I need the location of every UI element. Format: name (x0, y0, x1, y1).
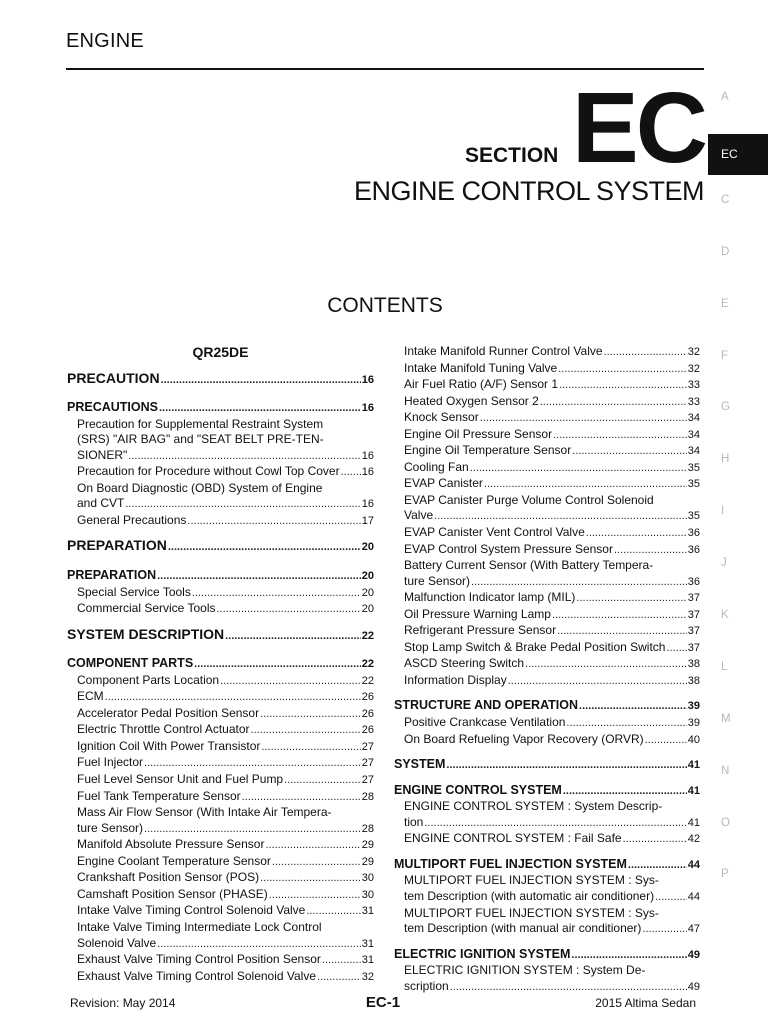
toc-page-number: 34 (687, 445, 700, 458)
toc-entry-label: PRECAUTION (67, 369, 160, 386)
toc-page-number: 37 (687, 592, 700, 605)
toc-entry[interactable] (67, 887, 374, 904)
toc-entry-label: General Precautions (77, 512, 187, 527)
toc-page-number: 17 (361, 514, 374, 527)
side-tab-j[interactable]: J (721, 557, 727, 570)
toc-page-number: 39 (687, 717, 700, 730)
toc-entry-label: Exhaust Valve Timing Control Position Sensor (77, 952, 321, 967)
toc-entry-label: Battery Current Sensor (With Battery Tempera- (404, 558, 654, 573)
toc-entry-label: ASCD Steering Switch (404, 656, 525, 671)
toc-entry-evap-purge[interactable] (394, 493, 700, 525)
toc-entry-label: Intake Manifold Runner Control Valve (404, 344, 603, 358)
toc-entry-electric-ignition[interactable] (394, 947, 700, 964)
side-tab-a[interactable]: A (721, 91, 729, 103)
toc-entry[interactable] (67, 903, 374, 920)
toc-entry-label: and CVT (77, 496, 125, 511)
toc-entry-label: Fuel Injector (77, 755, 144, 770)
toc-entry-mfi-manual[interactable] (394, 906, 700, 938)
toc-page-number: 35 (687, 461, 700, 474)
toc-entry-label: Component Parts Location (77, 672, 220, 687)
toc-entry-label: ELECTRIC IGNITION SYSTEM (394, 946, 571, 961)
toc-page-number: 33 (687, 395, 700, 408)
toc-page-number: 42 (687, 833, 700, 846)
toc-page-number: 30 (361, 872, 374, 885)
toc-entry[interactable] (394, 377, 700, 394)
toc-entry-label: SYSTEM (394, 757, 446, 772)
toc-page-number: 32 (687, 346, 700, 358)
toc-page-number: 20 (361, 570, 374, 583)
toc-entry-label: Special Service Tools (77, 584, 191, 599)
toc-entry-preparation[interactable] (67, 538, 374, 556)
toc-page-number: 36 (687, 543, 700, 556)
toc-entry-battery[interactable] (394, 558, 700, 590)
side-tab-o[interactable]: O (721, 816, 730, 829)
toc-entry-label: (SRS) "AIR BAG" and "SEAT BELT PRE-TEN- (77, 432, 324, 447)
toc-entry-label: Heated Oxygen Sensor 2 (404, 393, 539, 408)
toc-entry-label: Cooling Fan (404, 459, 469, 474)
toc-entry-label: tem Description (with automatic air conditioner) (404, 888, 655, 903)
toc-page-number: 38 (687, 658, 700, 671)
header-rule (66, 68, 704, 70)
toc-entry[interactable] (394, 656, 700, 673)
toc-entry-engine-control-system[interactable] (394, 783, 700, 800)
toc-list (394, 525, 700, 558)
toc-entry-ecs-fail-safe[interactable] (394, 831, 700, 848)
toc-entry[interactable] (394, 443, 700, 460)
toc-entry[interactable] (394, 460, 700, 477)
toc-entry[interactable] (394, 476, 700, 493)
toc-entry-label: EVAP Canister (404, 476, 483, 491)
toc-page-number: 41 (687, 784, 700, 797)
side-tab-index (708, 84, 768, 913)
toc-entry-label: SYSTEM DESCRIPTION (67, 625, 225, 642)
toc-entry-obd[interactable] (67, 481, 374, 513)
toc-entry-label: EVAP Canister Purge Volume Control Solenoid (404, 492, 654, 507)
toc-page-number: 41 (687, 759, 700, 772)
toc-page-number: 28 (361, 822, 374, 835)
toc-entry[interactable] (67, 952, 374, 969)
toc-entry[interactable] (394, 715, 700, 732)
toc-page-number: 26 (361, 707, 374, 720)
side-tab-ec[interactable]: EC (708, 134, 768, 175)
toc-entry-label: tem Description (with manual air conditioner) (404, 921, 642, 936)
toc-entry-label: tion (404, 814, 424, 829)
side-tab-i[interactable]: I (721, 505, 725, 518)
toc-page-number: 35 (687, 478, 700, 491)
toc-entry-label: Precaution for Procedure without Cowl Top Cover (77, 464, 340, 479)
toc-entry-label: On Board Refueling Vapor Recovery (ORVR) (404, 731, 644, 746)
toc-entry-label: ENGINE CONTROL SYSTEM : Fail Safe (404, 831, 622, 846)
toc-entry-label: STRUCTURE AND OPERATION (394, 698, 579, 713)
toc-entry-special-tools[interactable] (67, 585, 374, 602)
toc-page-number: 26 (361, 691, 374, 704)
toc-entry-label: Intake Valve Timing Control Solenoid Valve (77, 903, 306, 918)
toc-left-column (67, 344, 374, 985)
footer-page-number: EC-1 (365, 994, 401, 1011)
toc-entry[interactable] (67, 739, 374, 756)
toc-list (67, 837, 374, 920)
toc-entry[interactable] (394, 607, 700, 624)
toc-list (394, 715, 700, 748)
toc-entry-label: SIONER" (77, 447, 128, 462)
toc-page-number: 29 (361, 855, 374, 868)
toc-entry-label: Fuel Tank Temperature Sensor (77, 788, 241, 803)
toc-entry-label: MULTIPORT FUEL INJECTION SYSTEM : Sys- (404, 873, 659, 888)
toc-page-number: 36 (687, 575, 700, 588)
toc-entry-label: On Board Diagnostic (OBD) System of Engine (77, 480, 323, 495)
toc-entry-mfi-auto[interactable] (394, 873, 700, 905)
toc-list (67, 952, 374, 985)
toc-entry-label: Ignition Coil With Power Transistor (77, 738, 261, 753)
toc-page-number: 27 (361, 740, 374, 753)
toc-entry-eis-description[interactable] (394, 963, 700, 995)
side-tab-f[interactable]: F (721, 349, 729, 362)
toc-page-number: 38 (687, 674, 700, 687)
toc-entry-label: PRECAUTIONS (67, 400, 158, 415)
side-tab-l[interactable]: L (721, 660, 728, 673)
section-code: EC (572, 72, 705, 184)
toc-page-number: 16 (361, 498, 374, 511)
toc-entry-label: ELECTRIC IGNITION SYSTEM : System De- (404, 963, 646, 978)
toc-entry[interactable] (67, 689, 374, 706)
toc-page-number: 32 (361, 970, 374, 983)
toc-entry-label: Engine Oil Temperature Sensor (404, 443, 572, 458)
toc-entry-srs[interactable] (67, 417, 374, 465)
toc-page-number: 44 (687, 890, 700, 903)
toc-entry-label: Mass Air Flow Sensor (With Intake Air Tempera- (77, 805, 332, 820)
toc-entry-label: Engine Coolant Temperature Sensor (77, 853, 271, 868)
toc-entry-maf[interactable] (67, 805, 374, 837)
toc-entry-ecs-description[interactable] (394, 799, 700, 831)
footer-model: 2015 Altima Sedan (595, 996, 696, 1010)
toc-entry-label: Intake Manifold Tuning Valve (404, 360, 558, 375)
toc-entry[interactable] (67, 706, 374, 723)
toc-page-number: 34 (687, 428, 700, 441)
toc-entry[interactable] (394, 673, 700, 690)
toc-entry-general-precautions[interactable] (67, 513, 374, 530)
toc-entry-label: PREPARATION (67, 537, 167, 554)
toc-entry-label: Accelerator Pedal Position Sensor (77, 705, 260, 720)
toc-page-number: 33 (687, 379, 700, 392)
toc-page-number: 37 (687, 641, 700, 654)
toc-entry-label: EVAP Canister Vent Control Valve (404, 525, 585, 540)
toc-page-number: 29 (361, 839, 374, 852)
toc-entry-label: Fuel Level Sensor Unit and Fuel Pump (77, 772, 284, 787)
toc-page-number: 26 (361, 724, 374, 737)
toc-entry-label: Manifold Absolute Pressure Sensor (77, 837, 265, 852)
toc-entry-precautions[interactable] (67, 400, 374, 417)
toc-page-number: 30 (361, 888, 374, 901)
toc-entry[interactable] (394, 410, 700, 427)
toc-page-number: 39 (687, 700, 700, 713)
toc-entry-label: MULTIPORT FUEL INJECTION SYSTEM : Sys- (404, 905, 659, 920)
toc-entry[interactable] (67, 870, 374, 887)
toc-entry-label: scription (404, 978, 449, 993)
toc-entry[interactable] (67, 789, 374, 806)
side-tab-d[interactable]: D (721, 245, 730, 258)
toc-page-number: 20 (361, 586, 374, 599)
toc-entry-label: Air Fuel Ratio (A/F) Sensor 1 (404, 377, 559, 392)
toc-entry-label: Engine Oil Pressure Sensor (404, 426, 553, 441)
toc-page-number: 36 (687, 527, 700, 540)
toc-entry[interactable] (394, 344, 700, 361)
toc-entry-label: Information Display (404, 672, 507, 687)
toc-entry-label: Electric Throttle Control Actuator (77, 722, 250, 737)
toc-entry-label: Oil Pressure Warning Lamp (404, 606, 551, 621)
toc-entry-label: Positive Crankcase Ventilation (404, 715, 566, 730)
toc-entry[interactable] (394, 427, 700, 444)
toc-entry-label: COMPONENT PARTS (67, 656, 194, 671)
toc-entry-multiport-fuel-injection[interactable] (394, 857, 700, 874)
side-tab-g[interactable]: G (721, 401, 730, 414)
toc-page-number: 28 (361, 790, 374, 803)
toc-entry-label: ENGINE CONTROL SYSTEM (394, 782, 562, 797)
toc-entry-label: MULTIPORT FUEL INJECTION SYSTEM (394, 856, 627, 871)
toc-page-number: 22 (361, 629, 374, 642)
side-tab-h[interactable]: H (721, 453, 730, 466)
toc-entry[interactable] (394, 623, 700, 640)
toc-entry-system-description[interactable] (67, 627, 374, 645)
toc-entry[interactable] (67, 837, 374, 854)
toc-entry-label: Commercial Service Tools (77, 601, 216, 616)
toc-page-number: 20 (361, 541, 374, 554)
toc-entry-label: Camshaft Position Sensor (PHASE) (77, 886, 268, 901)
toc-entry-label: Exhaust Valve Timing Control Solenoid Valve (77, 968, 317, 983)
toc-page-number: 41 (687, 816, 700, 829)
toc-entry-precaution[interactable] (67, 371, 374, 389)
toc-page-number: 32 (687, 362, 700, 375)
side-tab-e[interactable]: E (721, 297, 729, 310)
toc-entry[interactable] (67, 969, 374, 986)
toc-entry[interactable] (394, 361, 700, 378)
toc-list (394, 344, 700, 493)
toc-entry[interactable] (67, 722, 374, 739)
toc-entry-label: Crankshaft Position Sensor (POS) (77, 870, 260, 885)
toc-entry[interactable] (394, 732, 700, 749)
toc-page-number: 35 (687, 510, 700, 523)
toc-entry-label: PREPARATION (67, 568, 157, 583)
toc-page-number: 37 (687, 608, 700, 621)
footer-revision: Revision: May 2014 (70, 996, 176, 1010)
toc-page-number: 40 (687, 733, 700, 746)
side-tab-c[interactable]: C (721, 193, 730, 206)
side-tab-m[interactable]: M (721, 712, 731, 725)
toc-page-number: 34 (687, 412, 700, 425)
toc-entry[interactable] (67, 854, 374, 871)
toc-list (67, 673, 374, 805)
side-tab-n[interactable]: N (721, 764, 730, 777)
contents-title: CONTENTS (327, 294, 443, 317)
toc-page-number: 27 (361, 774, 374, 787)
toc-entry-label: Malfunction Indicator lamp (MIL) (404, 590, 576, 605)
toc-list (394, 590, 700, 689)
toc-entry[interactable] (67, 772, 374, 789)
toc-page-number: 31 (361, 937, 374, 950)
engine-model-heading: QR25DE (192, 344, 249, 360)
toc-page-number: 37 (687, 625, 700, 638)
toc-entry-component-parts[interactable] (67, 656, 374, 673)
toc-entry[interactable] (67, 673, 374, 690)
toc-page-number: 49 (687, 980, 700, 993)
section-name: ENGINE CONTROL SYSTEM (353, 176, 704, 206)
toc-page-number: 16 (361, 449, 374, 462)
toc-page-number: 16 (361, 466, 374, 479)
toc-entry-label: ture Sensor) (77, 820, 144, 835)
toc-page-number: 49 (687, 948, 700, 961)
toc-entry-label: ture Sensor) (404, 573, 471, 588)
toc-right-column (394, 344, 700, 995)
toc-page-number: 27 (361, 757, 374, 770)
toc-page-number: 22 (361, 658, 374, 671)
toc-entry-label: Refrigerant Pressure Sensor (404, 623, 557, 638)
toc-entry[interactable] (394, 590, 700, 607)
toc-entry-label: Stop Lamp Switch & Brake Pedal Position Switch (404, 639, 666, 654)
toc-entry-label: Solenoid Valve (77, 935, 157, 950)
toc-entry[interactable] (67, 755, 374, 772)
toc-page-number: 16 (361, 373, 374, 386)
toc-entry[interactable] (394, 394, 700, 411)
toc-page-number: 22 (361, 674, 374, 687)
toc-entry-label: Precaution for Supplemental Restraint System (77, 416, 324, 431)
toc-entry-label: Valve (404, 508, 434, 523)
side-tab-p[interactable]: P (721, 868, 729, 881)
section-word: SECTION (465, 144, 559, 167)
toc-page-number: 47 (687, 923, 700, 936)
toc-entry-system[interactable] (394, 757, 700, 774)
toc-entry-label: ENGINE CONTROL SYSTEM : System Descrip- (404, 799, 663, 814)
side-tab-k[interactable]: K (721, 609, 729, 622)
toc-entry-label: ECM (77, 689, 104, 704)
toc-entry[interactable] (394, 525, 700, 542)
toc-entry-structure[interactable] (394, 698, 700, 715)
toc-entry-cowl[interactable] (67, 464, 374, 481)
toc-page-number: 44 (687, 858, 700, 871)
toc-entry[interactable] (394, 640, 700, 657)
toc-entry-label: EVAP Control System Pressure Sensor (404, 541, 613, 556)
toc-entry-ivt-intermediate[interactable] (67, 920, 374, 952)
toc-page-number: 31 (361, 905, 374, 918)
header-title: ENGINE (66, 30, 144, 52)
toc-page-number: 20 (361, 603, 374, 616)
toc-entry-preparation-sub[interactable] (67, 568, 374, 585)
toc-page-number: 16 (361, 402, 374, 415)
toc-entry-label: Knock Sensor (404, 410, 479, 425)
toc-entry-commercial-tools[interactable] (67, 601, 374, 618)
toc-entry[interactable] (394, 542, 700, 559)
toc-entry-label: Intake Valve Timing Intermediate Lock Control (77, 919, 322, 934)
toc-page-number: 31 (361, 954, 374, 967)
